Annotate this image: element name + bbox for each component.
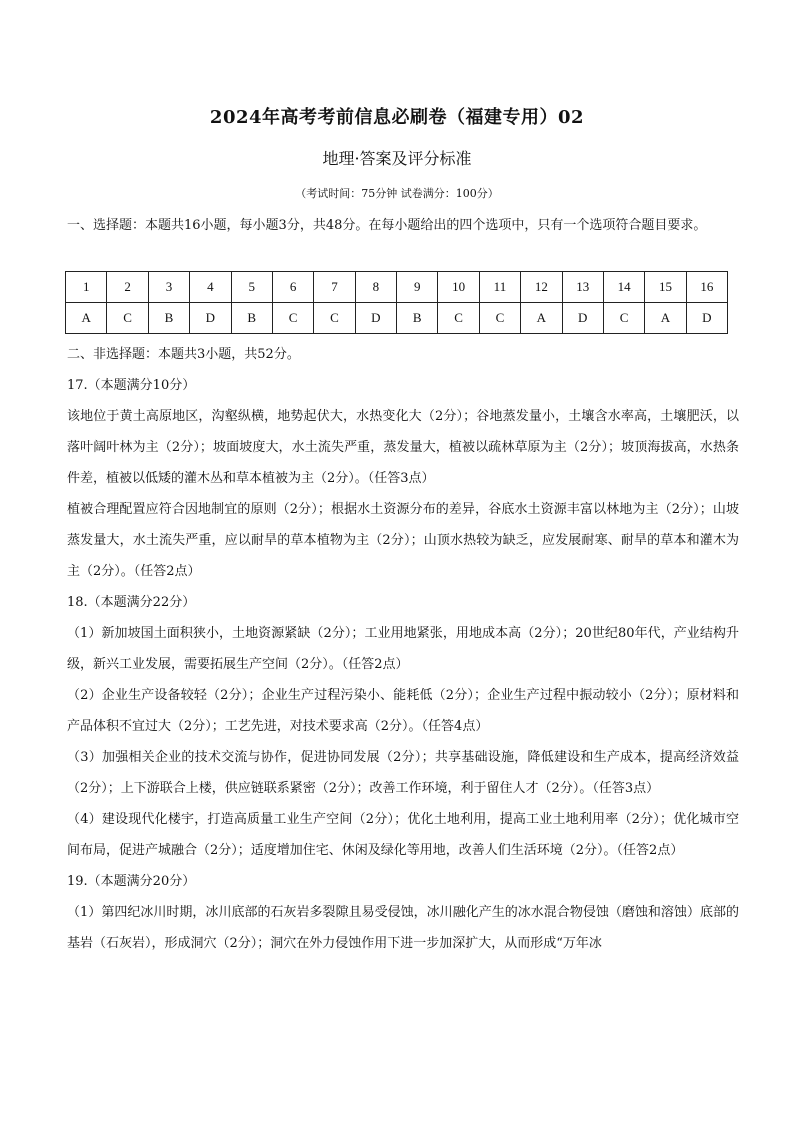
section2-heading: 二、非选择题：本题共3小题，共52分。 xyxy=(67,347,300,362)
question-number-cell: 2 xyxy=(107,272,148,303)
answer-cell: C xyxy=(107,303,148,334)
exam-meta: （考试时间：75分钟 试卷满分：100分） xyxy=(295,187,499,200)
q19-title: 19.（本题满分20分） xyxy=(67,874,196,889)
q17-answer-1: 该地位于黄土高原地区，沟壑纵横，地势起伏大，水热变化大（2分）；谷地蒸发量小，土壤含水率高，土壤肥沃，以落叶阔叶林为主（2分）；坡面坡度大，水土流失严重，蒸发量大，植被以疏林草原为主（2分）；坡顶海拔高，水热条件差，植被以低矮的灌木丛和草本植被为主（2分）。（任答3点） xyxy=(67,409,739,486)
question-number-cell: 1 xyxy=(66,272,107,303)
answer-cell: B xyxy=(397,303,438,334)
question-number-cell: 6 xyxy=(272,272,313,303)
answer-cell: D xyxy=(355,303,396,334)
question-number-cell: 3 xyxy=(148,272,189,303)
q18-answer-2: （2）企业生产设备较轻（2分）；企业生产过程污染小、能耗低（2分）；企业生产过程中振动较小（2分）；原材料和产品体积不宜过大（2分）；工艺先进，对技术要求高（2分）。（任答4点） xyxy=(67,688,739,734)
question-number-cell: 13 xyxy=(562,272,603,303)
answer-cell: D xyxy=(190,303,231,334)
question-number-cell: 8 xyxy=(355,272,396,303)
answer-cell: C xyxy=(272,303,313,334)
answer-table xyxy=(65,271,728,334)
answer-cell: B xyxy=(231,303,272,334)
q17-answer-2: 植被合理配置应符合因地制宜的原则（2分）；根据水土资源分布的差异，谷底水土资源丰富以林地为主（2分）；山坡蒸发量大，水土流失严重，应以耐旱的草本植物为主（2分）；山顶水热较为缺乏，应发展耐寒、耐旱的草本和灌木为主（2分）。（任答2点） xyxy=(67,502,739,579)
answer-cell: D xyxy=(686,303,727,334)
answer-cell: C xyxy=(314,303,355,334)
q18-title: 18.（本题满分22分） xyxy=(67,595,196,610)
question-number-cell: 11 xyxy=(479,272,520,303)
question-number-cell: 4 xyxy=(190,272,231,303)
answer-cell: A xyxy=(645,303,686,334)
answer-cell: D xyxy=(562,303,603,334)
question-number-cell: 10 xyxy=(438,272,479,303)
question-number-cell: 12 xyxy=(521,272,562,303)
answer-cell: A xyxy=(66,303,107,334)
answer-table-answer-row xyxy=(66,303,728,334)
question-number-cell: 15 xyxy=(645,272,686,303)
q18-answer-3: （3）加强相关企业的技术交流与协作，促进协同发展（2分）；共享基础设施，降低建设和生产成本，提高经济效益（2分）；上下游联合上楼，供应链联系紧密（2分）；改善工作环境，利于留住人才（2分）。（任答3点） xyxy=(67,750,739,796)
page-title: 2024年高考考前信息必刷卷（福建专用）02 xyxy=(209,107,585,128)
question-number-cell: 14 xyxy=(603,272,644,303)
question-number-cell: 7 xyxy=(314,272,355,303)
answer-cell: C xyxy=(603,303,644,334)
question-number-cell: 16 xyxy=(686,272,727,303)
answer-cell: A xyxy=(521,303,562,334)
q19-answer-1: （1）第四纪冰川时期，冰川底部的石灰岩多裂隙且易受侵蚀，冰川融化产生的冰水混合物侵蚀（磨蚀和溶蚀）底部的基岩（石灰岩），形成洞穴（2分）；洞穴在外力侵蚀作用下进一步加深扩大，从而形成“万年冰 xyxy=(67,905,739,951)
answer-cell: C xyxy=(479,303,520,334)
question-number-cell: 5 xyxy=(231,272,272,303)
answer-cell: B xyxy=(148,303,189,334)
section1-heading: 一、选择题：本题共16小题，每小题3分，共48分。在每小题给出的四个选项中，只有一个选项符合题目要求。 xyxy=(67,218,707,233)
page-subtitle: 地理·答案及评分标准 xyxy=(322,149,472,168)
q18-answer-4: （4）建设现代化楼宇，打造高质量工业生产空间（2分）；优化土地利用，提高工业土地利用率（2分）；优化城市空间布局，促进产城融合（2分）；适度增加住宅、休闲及绿化等用地，改善人们生活环境（2分）。（任答2点） xyxy=(67,812,739,858)
question-number-cell: 9 xyxy=(397,272,438,303)
answer-table-number-row xyxy=(66,272,728,303)
answer-cell: C xyxy=(438,303,479,334)
answer-body xyxy=(67,339,739,959)
q17-title: 17.（本题满分10分） xyxy=(67,378,196,393)
q18-answer-1: （1）新加坡国土面积狭小，土地资源紧缺（2分）；工业用地紧张，用地成本高（2分）；20世纪80年代，产业结构升级，新兴工业发展，需要拓展生产空间（2分）。（任答2点） xyxy=(67,626,739,672)
